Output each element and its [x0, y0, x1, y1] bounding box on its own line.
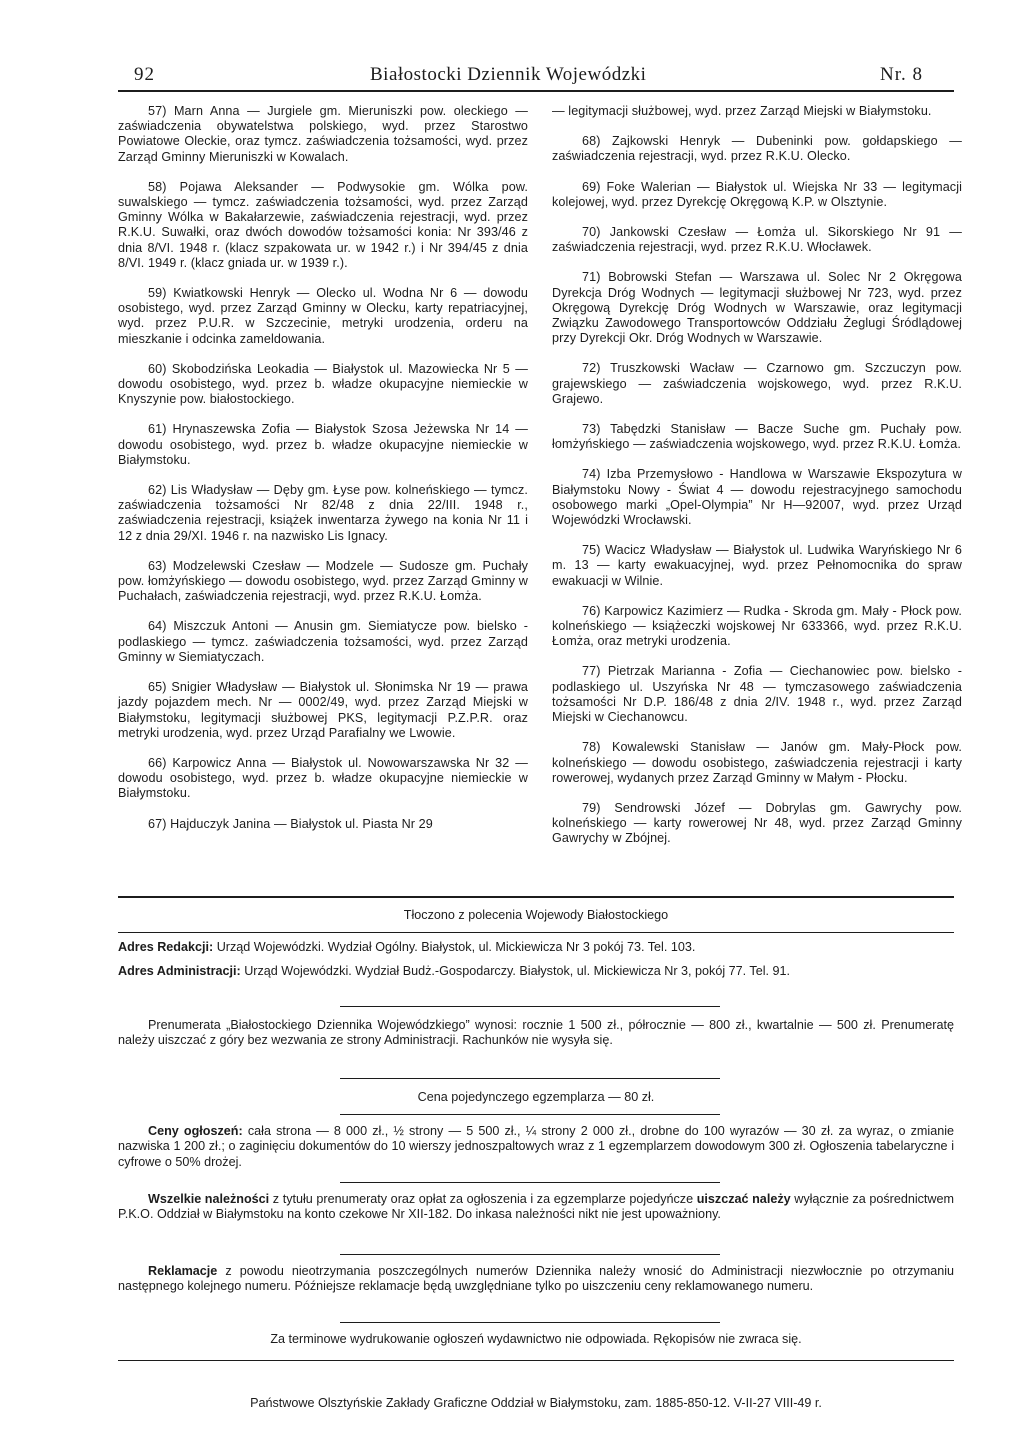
editorial-text: Urząd Wojewódzki. Wydział Ogólny. Białystok, ul. Mickiewicza Nr 3 pokój 73. Tel. 103.	[216, 940, 696, 954]
printer-imprint: Państwowe Olsztyńskie Zakłady Graficzne Oddział w Białymstoku, zam. 1885-850-12. V-II-27 VIII-49 r.	[250, 1396, 822, 1410]
notice-entry: 70) Jankowski Czesław — Łomża ul. Sikorskiego Nr 91 — zaświadczenia rejestracji, wyd. przez R.K.U. Włocławek.	[552, 225, 962, 255]
notice-entry: 78) Kowalewski Stanisław — Janów gm. Mały-Płock pow. kolneńskiego — dowodu osobistego, zaświadczenia rejestracji i karty rowerowej, wydanych przez Zarząd Gminny w Małym - Płocku.	[552, 740, 962, 785]
footer-rule	[340, 1254, 720, 1255]
admin-text: Urząd Wojewódzki. Wydział Budż.-Gospodarczy. Białystok, ul. Mickiewicza Nr 3, pokój 77. Tel. 91.	[244, 964, 791, 978]
payments-rest: wyłącznie za pośrednictwem P.K.O. Oddział w Białymstoku na konto czekowe Nr XII-182. Do inkasa należności nikt nie jest upoważniony.	[118, 1192, 955, 1222]
header-rule	[118, 90, 954, 92]
ads-text: cała strona — 8 000 zł., ½ strony — 5 500 zł., ¼ strony 2 000 zł., drobne do 100 wyrazów — 30 zł. za wyraz, o zmianie nazwiska 1 200 zł.; o zaginięciu dokumentów do 10 wierszy jednoszpaltowych wraz z 1 egzemplarzem dowodowym 300 zł. Ogłoszenia tabelaryczne i cyfrowe o 50% drożej.	[118, 1124, 955, 1169]
complaints-info	[118, 1264, 954, 1295]
footer-rule	[118, 932, 954, 933]
price-value: — 80 zł.	[608, 1090, 655, 1104]
payments-mid: z tytułu prenumeraty oraz opłat za ogłoszenia i za egzemplarze pojedyńcze	[272, 1192, 694, 1206]
notice-entry: 77) Pietrzak Marianna - Zofia — Ciechanowiec pow. bielsko - podlaskiego ul. Uszyńska Nr 48 — tymczasowego zaświadczenia tożsamości Nr D.P. 186/48 z dnia 2/IV. 1948 r., wyd. przez Zarząd Miejski w Ciechanowcu.	[552, 664, 962, 725]
printed-by-line: Tłoczono z polecenia Wojewody Białostockiego	[403, 908, 669, 922]
footer-rule	[118, 1360, 954, 1361]
timely-notice: Za terminowe wydrukowanie ogłoszeń wydawnictwo nie odpowiada. Rękopisów nie zwraca się.	[270, 1332, 802, 1346]
journal-title: Białostocki Dziennik Wojewódzki	[370, 64, 647, 85]
notice-entry: 60) Skobodzińska Leokadia — Białystok ul. Mazowiecka Nr 5 — dowodu osobistego, wyd. przez b. władze okupacyjne niemieckie w Knyszynie pow. białostockiego.	[118, 361, 528, 407]
notice-entry: 65) Snigier Władysław — Białystok ul. Słonimska Nr 19 — prawa jazdy pojazdem mech. Nr — 0002/49, wyd. przez Zarząd Miejski w Białymstoku, legitymacji służbowej PKS, legitymacji P.Z.P.R. oraz metryki urodzenia, wyd. przez Urząd Parafialny we Lwowie.	[118, 680, 528, 740]
notice-entry: 57) Marn Anna — Jurgiele gm. Mieruniszki pow. oleckiego — zaświadczenia obywatelstwa polskiego, wyd. przez Starostwo Powiatowe Oleckie, oraz tymcz. zaświadczenia tożsamości, wyd. przez Zarząd Gminny Mieruniszki w Kowalach.	[118, 104, 528, 164]
editorial-address	[118, 940, 954, 955]
footer-rule	[340, 1114, 720, 1115]
notice-entry: 67) Hajduczyk Janina — Białystok ul. Piasta Nr 29	[148, 816, 433, 831]
notice-entry: 79) Sendrowski Józef — Dobrylas gm. Gawrychy pow. kolneńskiego — karty rowerowej Nr 48, wyd. przez Zarząd Gminny Gawrychy w Zbójnej.	[552, 800, 962, 846]
payments-label: Wszelkie należności	[148, 1192, 270, 1206]
price-label: Cena pojedynczego egzemplarza	[417, 1090, 605, 1104]
admin-address	[118, 964, 954, 979]
notice-entry: 72) Truszkowski Wacław — Czarnowo gm. Szczuczyn pow. grajewskiego — zaświadczenia wojskowego, wyd. przez R.K.U. Grajewo.	[552, 361, 962, 406]
notice-entry: 73) Tabędzki Stanisław — Bacze Suche gm. Puchały pow. łomżyńskiego — zaświadczenia wojskowego, wyd. przez R.K.U. Łomża.	[552, 422, 962, 452]
complaints-label: Reklamacje	[148, 1264, 218, 1278]
notice-entry: 71) Bobrowski Stefan — Warszawa ul. Solec Nr 2 Okręgowa Dyrekcja Dróg Wodnych — legitymacji służbowej Nr 723, wyd. przez Okręgową Dyrekcję Dróg Wodnych w Warszawie, oraz legitymacji Związku Zawodowego Transportowców Oddziału Żeglugi Śródlądowej przy Dyrekcji Okr. Dróg Wodnych w Warszawie.	[552, 270, 962, 346]
notice-entry: 68) Zajkowski Henryk — Dubeninki pow. gołdapskiego — zaświadczenia rejestracji, wyd. przez R.K.U. Olecko.	[552, 134, 962, 164]
complaints-text: z powodu nieotrzymania poszczególnych numerów Dziennika należy wnosić do Administracji niezwłocznie po otrzymaniu następnego kolejnego numeru. Późniejsze reklamacje będą uwzględniane tylko po uiszczeniu ceny reklamowanego numeru.	[118, 1264, 954, 1294]
subscription-info: Prenumerata „Białostockiego Dziennika Wojewódzkiego” wynosi: rocznie 1 500 zł., półrocznie — 800 zł., kwartalnie — 500 zł. Prenumeratę należy uiszczać z góry bez wezwania ze strony Administracji. Rachunków nie wysyła się.	[118, 1018, 954, 1048]
left-column	[118, 104, 528, 847]
editorial-label: Adres Redakcji:	[118, 940, 214, 954]
footer-rule	[340, 1322, 720, 1323]
notice-continuation: — legitymacji służbowej, wyd. przez Zarząd Miejski w Białymstoku.	[552, 104, 932, 118]
payments-emphasis: uiszczać należy	[696, 1192, 791, 1206]
admin-label: Adres Administracji:	[118, 964, 241, 978]
notice-entry: 76) Karpowicz Kazimierz — Rudka - Skroda gm. Mały - Płock pow. kolneńskiego — książeczki wojskowej Nr 633366, wyd. przez R.K.U. Łomża, oraz metryki urodzenia.	[552, 603, 962, 649]
ads-label: Ceny ogłoszeń:	[148, 1124, 243, 1138]
footer-rule	[340, 1006, 720, 1007]
notice-entry: 74) Izba Przemysłowo - Handlowa w Warszawie Ekspozytura w Białymstoku Nowy - Świat 4 — dowodu rejestracyjnego samochodu osobowego marki „Opel-Olympia” Nr H—92007, wyd. przez Urząd Wojewódzki Wrocławski.	[552, 467, 962, 528]
right-column	[552, 104, 962, 862]
notice-entry: 75) Wacicz Władysław — Białystok ul. Ludwika Waryńskiego Nr 6 m. 13 — karty ewakuacyjnej, wyd. przez Pełnomocnika do spraw ewakuacji w Wilnie.	[552, 543, 962, 588]
notice-entry: 69) Foke Walerian — Białystok ul. Wiejska Nr 33 — legitymacji kolejowej, wyd. przez Dyrekcję Okręgową K.P. w Olsztynie.	[552, 179, 962, 209]
price-line	[118, 1090, 954, 1105]
footer-rule	[340, 1078, 720, 1079]
ad-prices	[118, 1124, 954, 1170]
notice-entry: 59) Kwiatkowski Henryk — Olecko ul. Wodna Nr 6 — dowodu osobistego, wyd. przez Zarząd Gminny w Olecku, karty repatriacyjnej, wyd. przez P.U.R. w Szczecinie, metryki urodzenia, orderu na mieszkanie i odcinka zameldowania.	[118, 286, 528, 346]
notice-entry: 64) Miszczuk Antoni — Anusin gm. Siemiatycze pow. bielsko - podlaskiego — tymcz. zaświadczenia tożsamości, wyd. przez Zarząd Gminny w Siemiatyczach.	[118, 619, 528, 664]
issue-number: Nr. 8	[880, 64, 923, 85]
footer-rule	[340, 1182, 720, 1183]
page-number: 92	[134, 64, 155, 85]
footer-separator	[118, 896, 954, 898]
notice-entry: 61) Hrynaszewska Zofia — Białystok Szosa Jeżewska Nr 14 — dowodu osobistego, wyd. przez b. władze okupacyjne niemieckie w Białymstoku.	[118, 422, 528, 467]
notice-entry: 62) Lis Władysław — Dęby gm. Łyse pow. kolneńskiego — tymcz. zaświadczenia tożsamości Nr 82/48 z dnia 22/III. 1948 r., zaświadczenia rejestracji, książek inwentarza żywego na konia Nr 11 i 12 z dnia 29/XI. 1946 r. na nazwisko Lis Ignacy.	[118, 483, 528, 543]
payments-info	[118, 1192, 954, 1223]
notice-entry: 66) Karpowicz Anna — Białystok ul. Nowowarszawska Nr 32 — dowodu osobistego, wyd. przez b. władze okupacyjne niemieckie w Białymstoku.	[118, 755, 528, 801]
notice-entry: 63) Modzelewski Czesław — Modzele — Sudosze gm. Puchały pow. łomżyńskiego — dowodu osobistego, wyd. przez Zarząd Gminny w Puchałach, zaświadczenia rejestracji, wyd. przez R.K.U. Łomża.	[118, 558, 528, 604]
notice-entry: 58) Pojawa Aleksander — Podwysokie gm. Wólka pow. suwalskiego — tymcz. zaświadczenia tożsamości, wyd. przez Zarząd Gminny Wólka w Bakałarzewie, zaświadczenia rejestracji, wyd. przez R.K.U. Suwałki, oraz dwóch dowodów tożsamości konia: Nr 393/46 z dnia 8/VI. 1948 r. (klacz szpakowata ur. w 1942 r.) i Nr 394/45 z dnia 8/VI. 1949 r. (klacz gniada ur. w 1939 r.).	[118, 179, 528, 270]
